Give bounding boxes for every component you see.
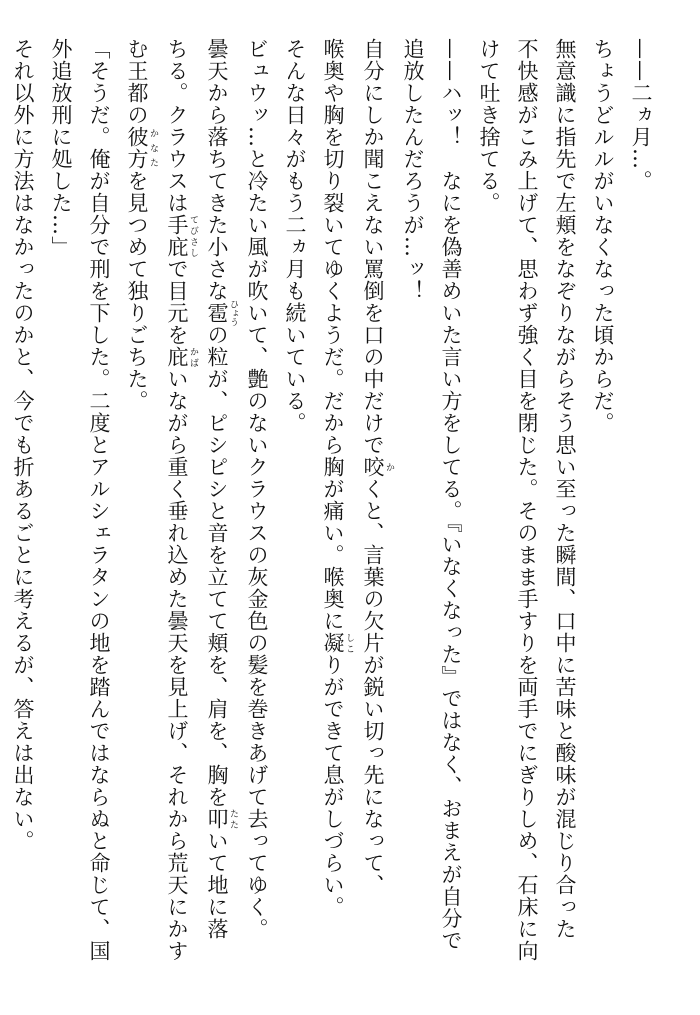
- ruby-word: 咬 か: [361, 456, 394, 478]
- text-segment: を見つめて独りごちた。: [125, 170, 149, 412]
- text-segment: ちる。クラウスは: [165, 38, 189, 214]
- text-segment: いて地に落: [205, 830, 229, 940]
- ruby-word: 雹 ひょう: [205, 299, 238, 327]
- text-segment: りができて息がしづらい。: [321, 654, 345, 918]
- text-line: [158, 38, 198, 988]
- text-line: ビュウッ…と冷たい風が吹いて、艶のないクラウスの灰金色の髪を巻きあげて去ってゆく。: [245, 38, 269, 940]
- text-segment: 自分にしか聞こえない罵倒を口の中だけで: [361, 38, 385, 456]
- text-line: 無意識に指先で左頬をなぞりながらそう思い至った瞬間、口中に苦味と酸味が混じり合った: [553, 38, 577, 940]
- text-segment: む王都の: [125, 38, 149, 126]
- text-line: [314, 38, 354, 988]
- text-segment: いながら重く垂れ込めた曇天を見上げ、それから荒天にかす: [165, 368, 189, 962]
- text-line: 不快感がこみ上げて、思わず強く目を閉じた。そのまま手すりを両手でにぎりしめ、石床に向: [515, 38, 539, 962]
- text-segment: の粒が、ピシピシと音を立てて頬を、肩を、胸を: [205, 324, 229, 808]
- text-segment: で目元を: [165, 258, 189, 346]
- text-line: 外追放刑に処した…」: [49, 38, 73, 258]
- ruby-word: 彼方 かなた: [125, 126, 158, 170]
- ruby-word: 手庇 てびさし: [165, 214, 198, 258]
- text-line: そんな日々がもう二ヵ月も続いている。: [283, 38, 307, 434]
- text-line: [354, 38, 394, 988]
- text-segment: くと、言葉の欠片が鋭い切っ先になって、: [361, 478, 385, 896]
- text-line: 追放したんだろうが…ッ！: [401, 38, 425, 302]
- text-line: [198, 38, 238, 988]
- text-line: ——二ヵ月…。: [629, 38, 653, 192]
- text-segment: 喉奥や胸を切り裂いてゆくようだ。だから胸が痛い。喉奥に: [321, 38, 345, 632]
- ruby-word: 叩 たた: [205, 808, 238, 830]
- text-line: [118, 38, 158, 988]
- ruby-word: 庇 かば: [165, 346, 198, 368]
- text-line: ちょうどルルがいなくなった頃からだ。: [591, 38, 615, 434]
- text-line: それ以外に方法はなかったのかと、今でも折あるごとに考えるが、答えは出ない。: [11, 38, 35, 852]
- text-segment: 曇天から落ちてきた小さな: [205, 38, 229, 302]
- vertical-text-body: [4, 38, 660, 988]
- text-line: ——ハッ！ なにを偽善めいた言い方をしてる。『いなくなった』ではなく、おまえが自分で: [439, 38, 463, 952]
- text-line: けて吐き捨てる。: [477, 38, 501, 214]
- text-line: 「そうだ。俺が自分で刑を下した。二度とアルシェラタンの地を踏んではならぬと命じて、国: [87, 38, 111, 962]
- ruby-word: 凝 しこ: [321, 632, 354, 654]
